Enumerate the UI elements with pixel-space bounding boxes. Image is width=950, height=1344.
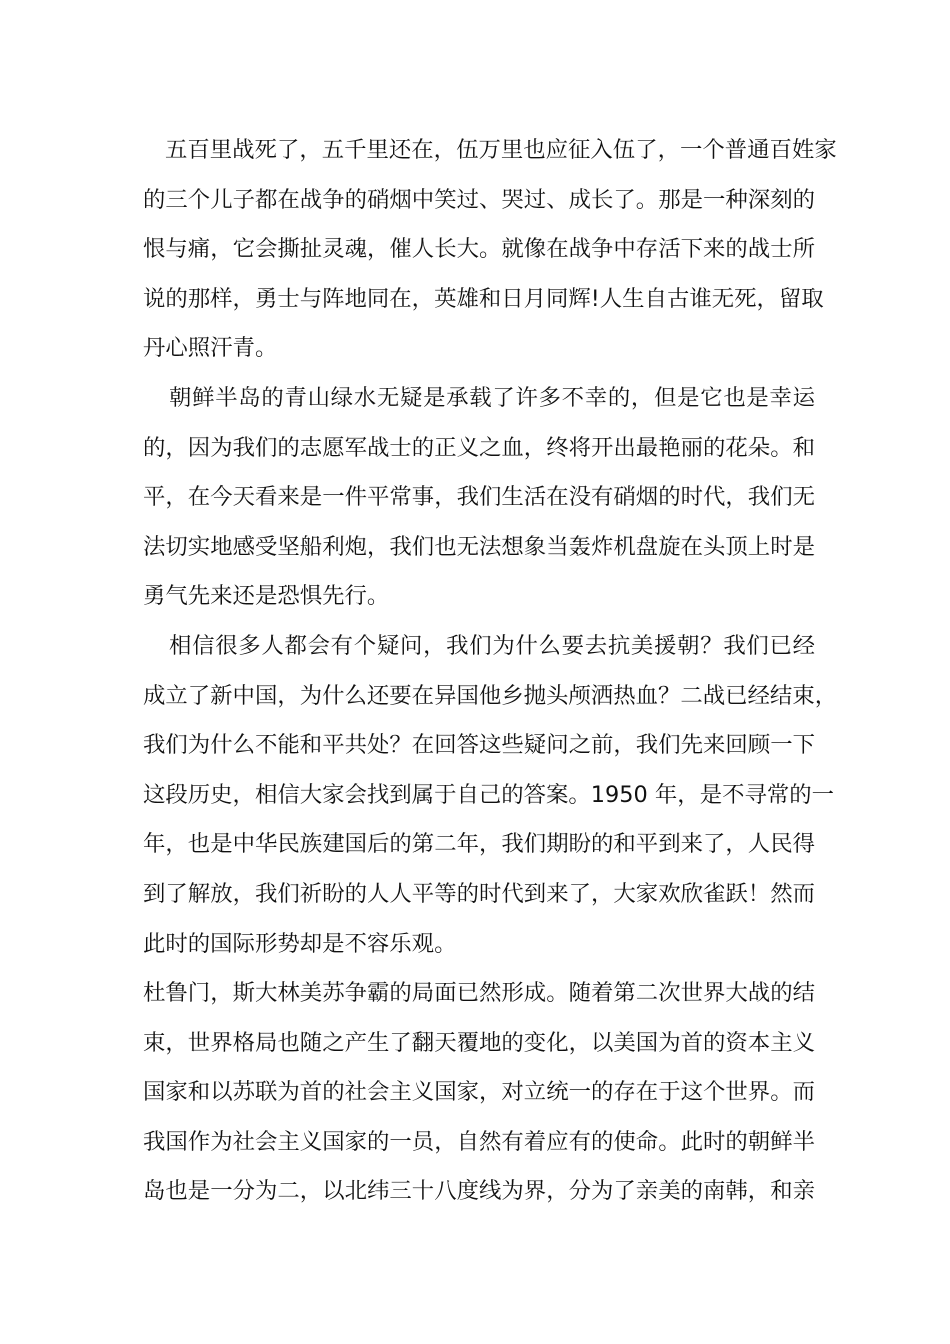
paragraph-4 bbox=[143, 969, 815, 1217]
text-line: 勇气先来还是恐惧先行。 bbox=[143, 583, 390, 610]
text-line: 法切实地感受坚船利炮，我们也无法想象当轰炸机盘旋在头顶上时是 bbox=[143, 533, 815, 560]
text-line: 丹心照汗青。 bbox=[143, 335, 278, 362]
text-line: 国家和以苏联为首的社会主义国家，对立统一的存在于这个世界。而 bbox=[143, 1079, 815, 1106]
paragraph-1 bbox=[143, 126, 837, 374]
text-line: 五百里战死了，五千里还在，伍万里也应征入伍了，一个普通百姓家 bbox=[165, 137, 837, 163]
text-line: 此时的国际形势却是不容乐观。 bbox=[143, 930, 457, 957]
text-line: 束，世界格局也随之产生了翻天覆地的变化，以美国为首的资本主义 bbox=[143, 1029, 815, 1056]
body-text bbox=[143, 126, 838, 1217]
text-line: 的三个儿子都在战争的硝烟中笑过、哭过、成长了。那是一种深刻的 bbox=[143, 186, 815, 213]
text-line: 说的那样，勇士与阵地同在，英雄和日月同辉!人生自古谁无死，留取 bbox=[143, 285, 824, 312]
text-line: 平，在今天看来是一件平常事，我们生活在没有硝烟的时代，我们无 bbox=[143, 484, 815, 511]
text-line: 年，也是中华民族建国后的第二年，我们期盼的和平到来了，人民得 bbox=[143, 831, 815, 858]
text-line: 这段历史，相信大家会找到属于自己的答案。1950 年，是不寻常的一 bbox=[143, 781, 835, 808]
text-line: 岛也是一分为二，以北纬三十八度线为界，分为了亲美的南韩，和亲 bbox=[143, 1178, 815, 1205]
text-line: 恨与痛，它会撕扯灵魂，催人长大。就像在战争中存活下来的战士所 bbox=[143, 236, 815, 263]
text-line: 朝鲜半岛的青山绿水无疑是承载了许多不幸的，但是它也是幸运 bbox=[169, 384, 815, 411]
text-line: 我国作为社会主义国家的一员，自然有着应有的使命。此时的朝鲜半 bbox=[143, 1128, 815, 1155]
text-line: 杜鲁门，斯大林美苏争霸的局面已然形成。随着第二次世界大战的结 bbox=[143, 980, 815, 1007]
paragraph-2 bbox=[143, 374, 815, 622]
paragraph-3 bbox=[143, 622, 838, 969]
text-line: 的，因为我们的志愿军战士的正义之血，终将开出最艳丽的花朵。和 bbox=[143, 434, 815, 461]
text-line: 我们为什么不能和平共处？在回答这些疑问之前，我们先来回顾一下 bbox=[143, 732, 815, 759]
text-line: 成立了新中国，为什么还要在异国他乡抛头颅洒热血？二战已经结束， bbox=[143, 682, 838, 709]
text-line: 到了解放，我们祈盼的人人平等的时代到来了，大家欢欣雀跃！然而 bbox=[143, 880, 815, 907]
text-line: 相信很多人都会有个疑问，我们为什么要去抗美援朝？我们已经 bbox=[169, 632, 815, 659]
